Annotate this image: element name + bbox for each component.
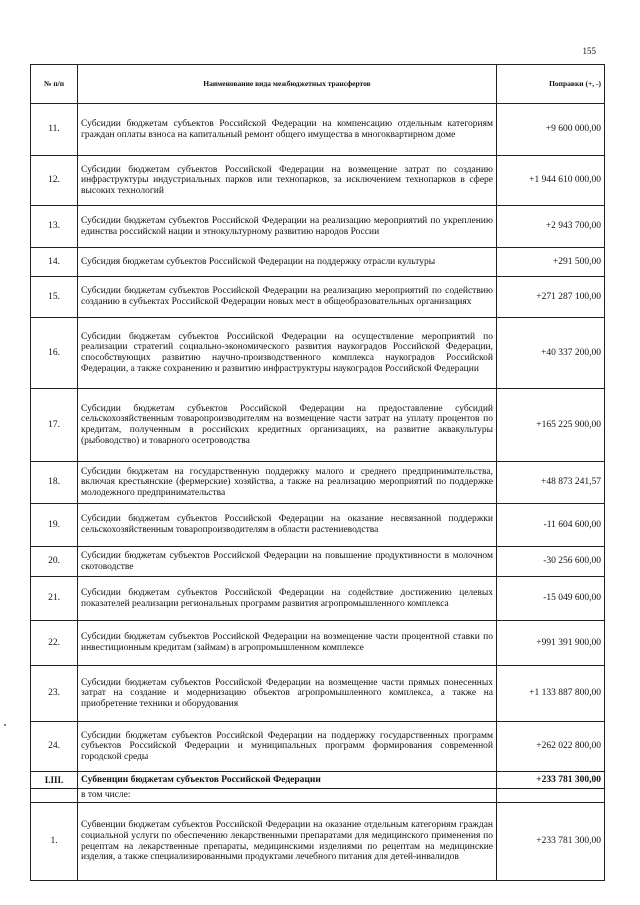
row-amount: +9 600 000,00: [497, 104, 605, 156]
row-amount: -15 049 600,00: [497, 577, 605, 621]
row-name: Субсидии бюджетам субъектов Российской Федерации на предоставление субсидий сельскохозяйственным товаропроизводителям на возмещение части затрат на уплату процентов по кредитам, полученным в российских кредитных организациях, на развитие аквакультуры (рыбоводство) и товарного осетроводства: [78, 389, 497, 462]
row-amount: +40 337 200,00: [497, 318, 605, 389]
row-name: Субсидии бюджетам субъектов Российской Федерации на компенсацию отдельным категориям граждан оплаты взноса на капитальный ремонт общего имущества в многоквартирном доме: [78, 104, 497, 156]
row-name: Субсидии бюджетам субъектов Российской Федерации на возмещение части процентной ставки по инвестиционным кредитам (займам) в агропромышленном комплексе: [78, 621, 497, 666]
table-row: [31, 462, 605, 504]
row-name: Субсидии бюджетам субъектов Российской Федерации на реализацию мероприятий по укреплению единства российской нации и этнокультурному развитию народов России: [78, 206, 497, 248]
row-amount: +233 781 300,00: [497, 803, 605, 881]
row-name: Субсидии бюджетам субъектов Российской Федерации на возмещение части прямых понесенных затрат на создание и модернизацию объектов агропромышленного комплекса, а также на приобретение техники и оборудования: [78, 666, 497, 722]
row-number: 21.: [31, 577, 78, 621]
row-amount: +1 133 887 800,00: [497, 666, 605, 722]
scan-speck: [4, 724, 6, 726]
table-row: [31, 206, 605, 248]
row-amount: +262 022 800,00: [497, 722, 605, 772]
table-row: [31, 504, 605, 547]
row-amount: +1 944 610 000,00: [497, 156, 605, 206]
row-number: 22.: [31, 621, 78, 666]
section-row: [31, 772, 605, 789]
header-number: № п/п: [31, 65, 78, 104]
row-amount: +2 943 700,00: [497, 206, 605, 248]
row-number: 1.: [31, 803, 78, 881]
row-amount: +165 225 900,00: [497, 389, 605, 462]
row-name: Субсидии бюджетам на государственную поддержку малого и среднего предпринимательства, включая крестьянские (фермерские) хозяйства, а также на реализацию мероприятий по поддержке молодежного предпринимательства: [78, 462, 497, 504]
table-row: [31, 722, 605, 772]
table-row: [31, 318, 605, 389]
table-row: [31, 547, 605, 577]
transfers-table: [30, 64, 605, 881]
row-number: 17.: [31, 389, 78, 462]
section-amount: +233 781 300,00: [497, 772, 605, 789]
row-number: 14.: [31, 248, 78, 277]
row-name: Субсидия бюджетам субъектов Российской Федерации на поддержку отрасли культуры: [78, 248, 497, 277]
header-name: Наименование вида межбюджетных трансфертов: [78, 65, 497, 104]
row-name: Субвенции бюджетам субъектов Российской Федерации на оказание отдельным категориям граждан социальной услуги по обеспечению лекарственными препаратами для медицинского применения по рецептам на лекарственные препараты, медицинскими изделиями по рецептам на медицинские изделия, а также специализированными продуктами лечебного питания для детей-инвалидов: [78, 803, 497, 881]
table-row: [31, 277, 605, 318]
row-amount: -30 256 600,00: [497, 547, 605, 577]
row-name: Субсидии бюджетам субъектов Российской Федерации на осуществление мероприятий по реализации стратегий социально-экономического развития наукоградов Российской Федерации, способствующих развитию научно-производственного комплекса наукоградов Российской Федерации, а также сохранению и развитию инфраструктуры наукоградов Российской Федерации: [78, 318, 497, 389]
row-name: Субсидии бюджетам субъектов Российской Федерации на оказание несвязанной поддержки сельскохозяйственным товаропроизводителям в области растениеводства: [78, 504, 497, 547]
row-name: Субсидии бюджетам субъектов Российской Федерации на повышение продуктивности в молочном скотоводстве: [78, 547, 497, 577]
section-number: I.III.: [31, 772, 78, 789]
row-number: 13.: [31, 206, 78, 248]
page-number: 155: [582, 46, 596, 56]
table-row: [31, 389, 605, 462]
table-row: [31, 577, 605, 621]
empty-cell: [497, 789, 605, 803]
table-header-row: [31, 65, 605, 104]
empty-cell: [31, 789, 78, 803]
row-name: Субсидии бюджетам субъектов Российской Федерации на реализацию мероприятий по содействию созданию в субъектах Российской Федерации новых мест в общеобразовательных организациях: [78, 277, 497, 318]
row-amount: +991 391 900,00: [497, 621, 605, 666]
row-amount: +271 287 100,00: [497, 277, 605, 318]
header-amount: Поправки (+, -): [497, 65, 605, 104]
row-number: 18.: [31, 462, 78, 504]
row-number: 24.: [31, 722, 78, 772]
table-row: [31, 666, 605, 722]
row-amount: -11 604 600,00: [497, 504, 605, 547]
row-amount: +48 873 241,57: [497, 462, 605, 504]
row-number: 11.: [31, 104, 78, 156]
in-that-number-label: в том числе:: [78, 789, 497, 803]
section-name: Субвенции бюджетам субъектов Российской Федерации: [78, 772, 497, 789]
row-number: 15.: [31, 277, 78, 318]
row-number: 20.: [31, 547, 78, 577]
row-amount: +291 500,00: [497, 248, 605, 277]
row-number: 19.: [31, 504, 78, 547]
table-row: [31, 156, 605, 206]
row-number: 16.: [31, 318, 78, 389]
row-name: Субсидии бюджетам субъектов Российской Федерации на возмещение затрат по созданию инфраструктуры индустриальных парков или технопарков, за исключением технопарков в сфере высоких технологий: [78, 156, 497, 206]
table-row: [31, 621, 605, 666]
row-number: 23.: [31, 666, 78, 722]
row-name: Субсидии бюджетам субъектов Российской Федерации на содействие достижению целевых показателей реализации региональных программ развития агропромышленного комплекса: [78, 577, 497, 621]
row-name: Субсидии бюджетам субъектов Российской Федерации на поддержку государственных программ субъектов Российской Федерации и муниципальных программ формирования современной городской среды: [78, 722, 497, 772]
in-that-number-row: [31, 789, 605, 803]
table-row: [31, 104, 605, 156]
table-row: [31, 803, 605, 881]
row-number: 12.: [31, 156, 78, 206]
table-row: [31, 248, 605, 277]
